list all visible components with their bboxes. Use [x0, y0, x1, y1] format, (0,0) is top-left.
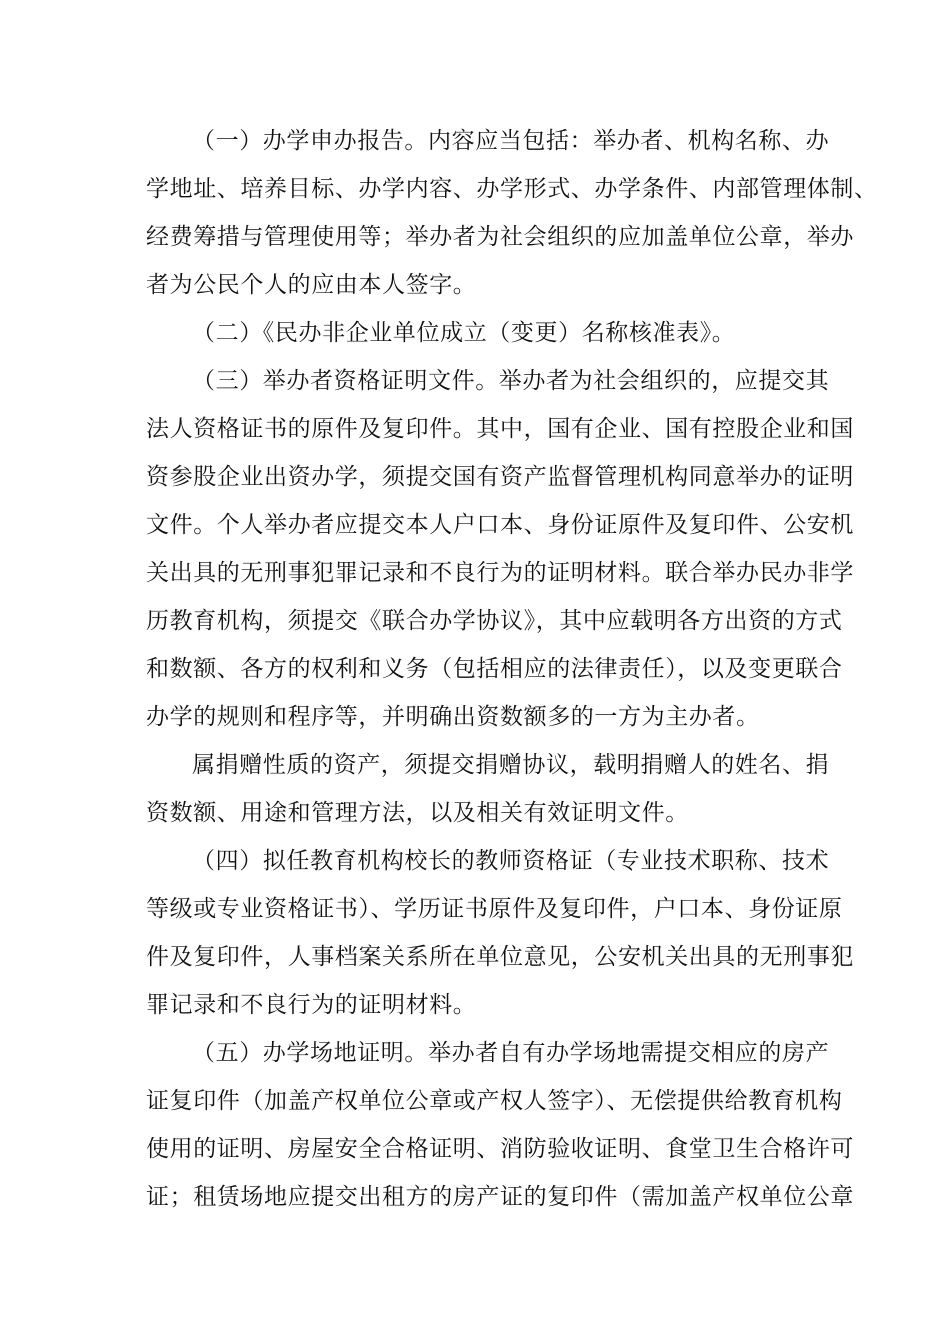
text-line: 罪记录和不良行为的证明材料。	[146, 992, 477, 1018]
text-line: 使用的证明、房屋安全合格证明、消防验收证明、食堂卫生合格许可	[146, 1136, 854, 1162]
text-line: 文件。个人举办者应提交本人户口本、身份证原件及复印件、公安机	[146, 512, 854, 538]
text-line: 件及复印件，人事档案关系所在单位意见，公安机关出具的无刑事犯	[146, 944, 854, 970]
text-line: 证复印件（加盖产权单位公章或产权人签字）、无偿提供给教育机构	[146, 1088, 843, 1114]
text-line: 证；租赁场地应提交出租方的房产证的复印件（需加盖产权单位公章	[146, 1184, 854, 1210]
text-line: 属捐赠性质的资产，须提交捐赠协议，载明捐赠人的姓名、捐	[192, 752, 830, 778]
text-line: 者为公民个人的应由本人签字。	[146, 272, 477, 298]
text-line: （五）办学场地证明。举办者自有办学场地需提交相应的房产	[192, 1040, 830, 1066]
text-line: 经费筹措与管理使用等；举办者为社会组织的应加盖单位公章，举办	[146, 224, 854, 250]
text-line: （三）举办者资格证明文件。举办者为社会组织的，应提交其	[192, 368, 830, 394]
text-line: 和数额、各方的权利和义务（包括相应的法律责任），以及变更联合	[146, 656, 843, 682]
text-line: 学地址、培养目标、办学内容、办学形式、办学条件、内部管理体制、	[146, 176, 878, 202]
text-line: 办学的规则和程序等，并明确出资数额多的一方为主办者。	[146, 704, 760, 730]
text-line: （一）办学申办报告。内容应当包括：举办者、机构名称、办	[192, 128, 830, 154]
text-line: 等级或专业资格证书）、学历证书原件及复印件，户口本、身份证原	[146, 896, 843, 922]
text-line: 法人资格证书的原件及复印件。其中，国有企业、国有控股企业和国	[146, 416, 854, 442]
text-line: 资数额、用途和管理方法，以及相关有效证明文件。	[146, 800, 689, 826]
text-line: （四）拟任教育机构校长的教师资格证（专业技术职称、技术	[192, 848, 830, 874]
text-line: 历教育机构，须提交《联合办学协议》，其中应载明各方出资的方式	[146, 608, 843, 634]
text-line: 关出具的无刑事犯罪记录和不良行为的证明材料。联合举办民办非学	[146, 560, 854, 586]
text-line: 资参股企业出资办学，须提交国有资产监督管理机构同意举办的证明	[146, 464, 854, 490]
text-line: （二）《民办非企业单位成立（变更）名称核准表》。	[192, 320, 736, 346]
